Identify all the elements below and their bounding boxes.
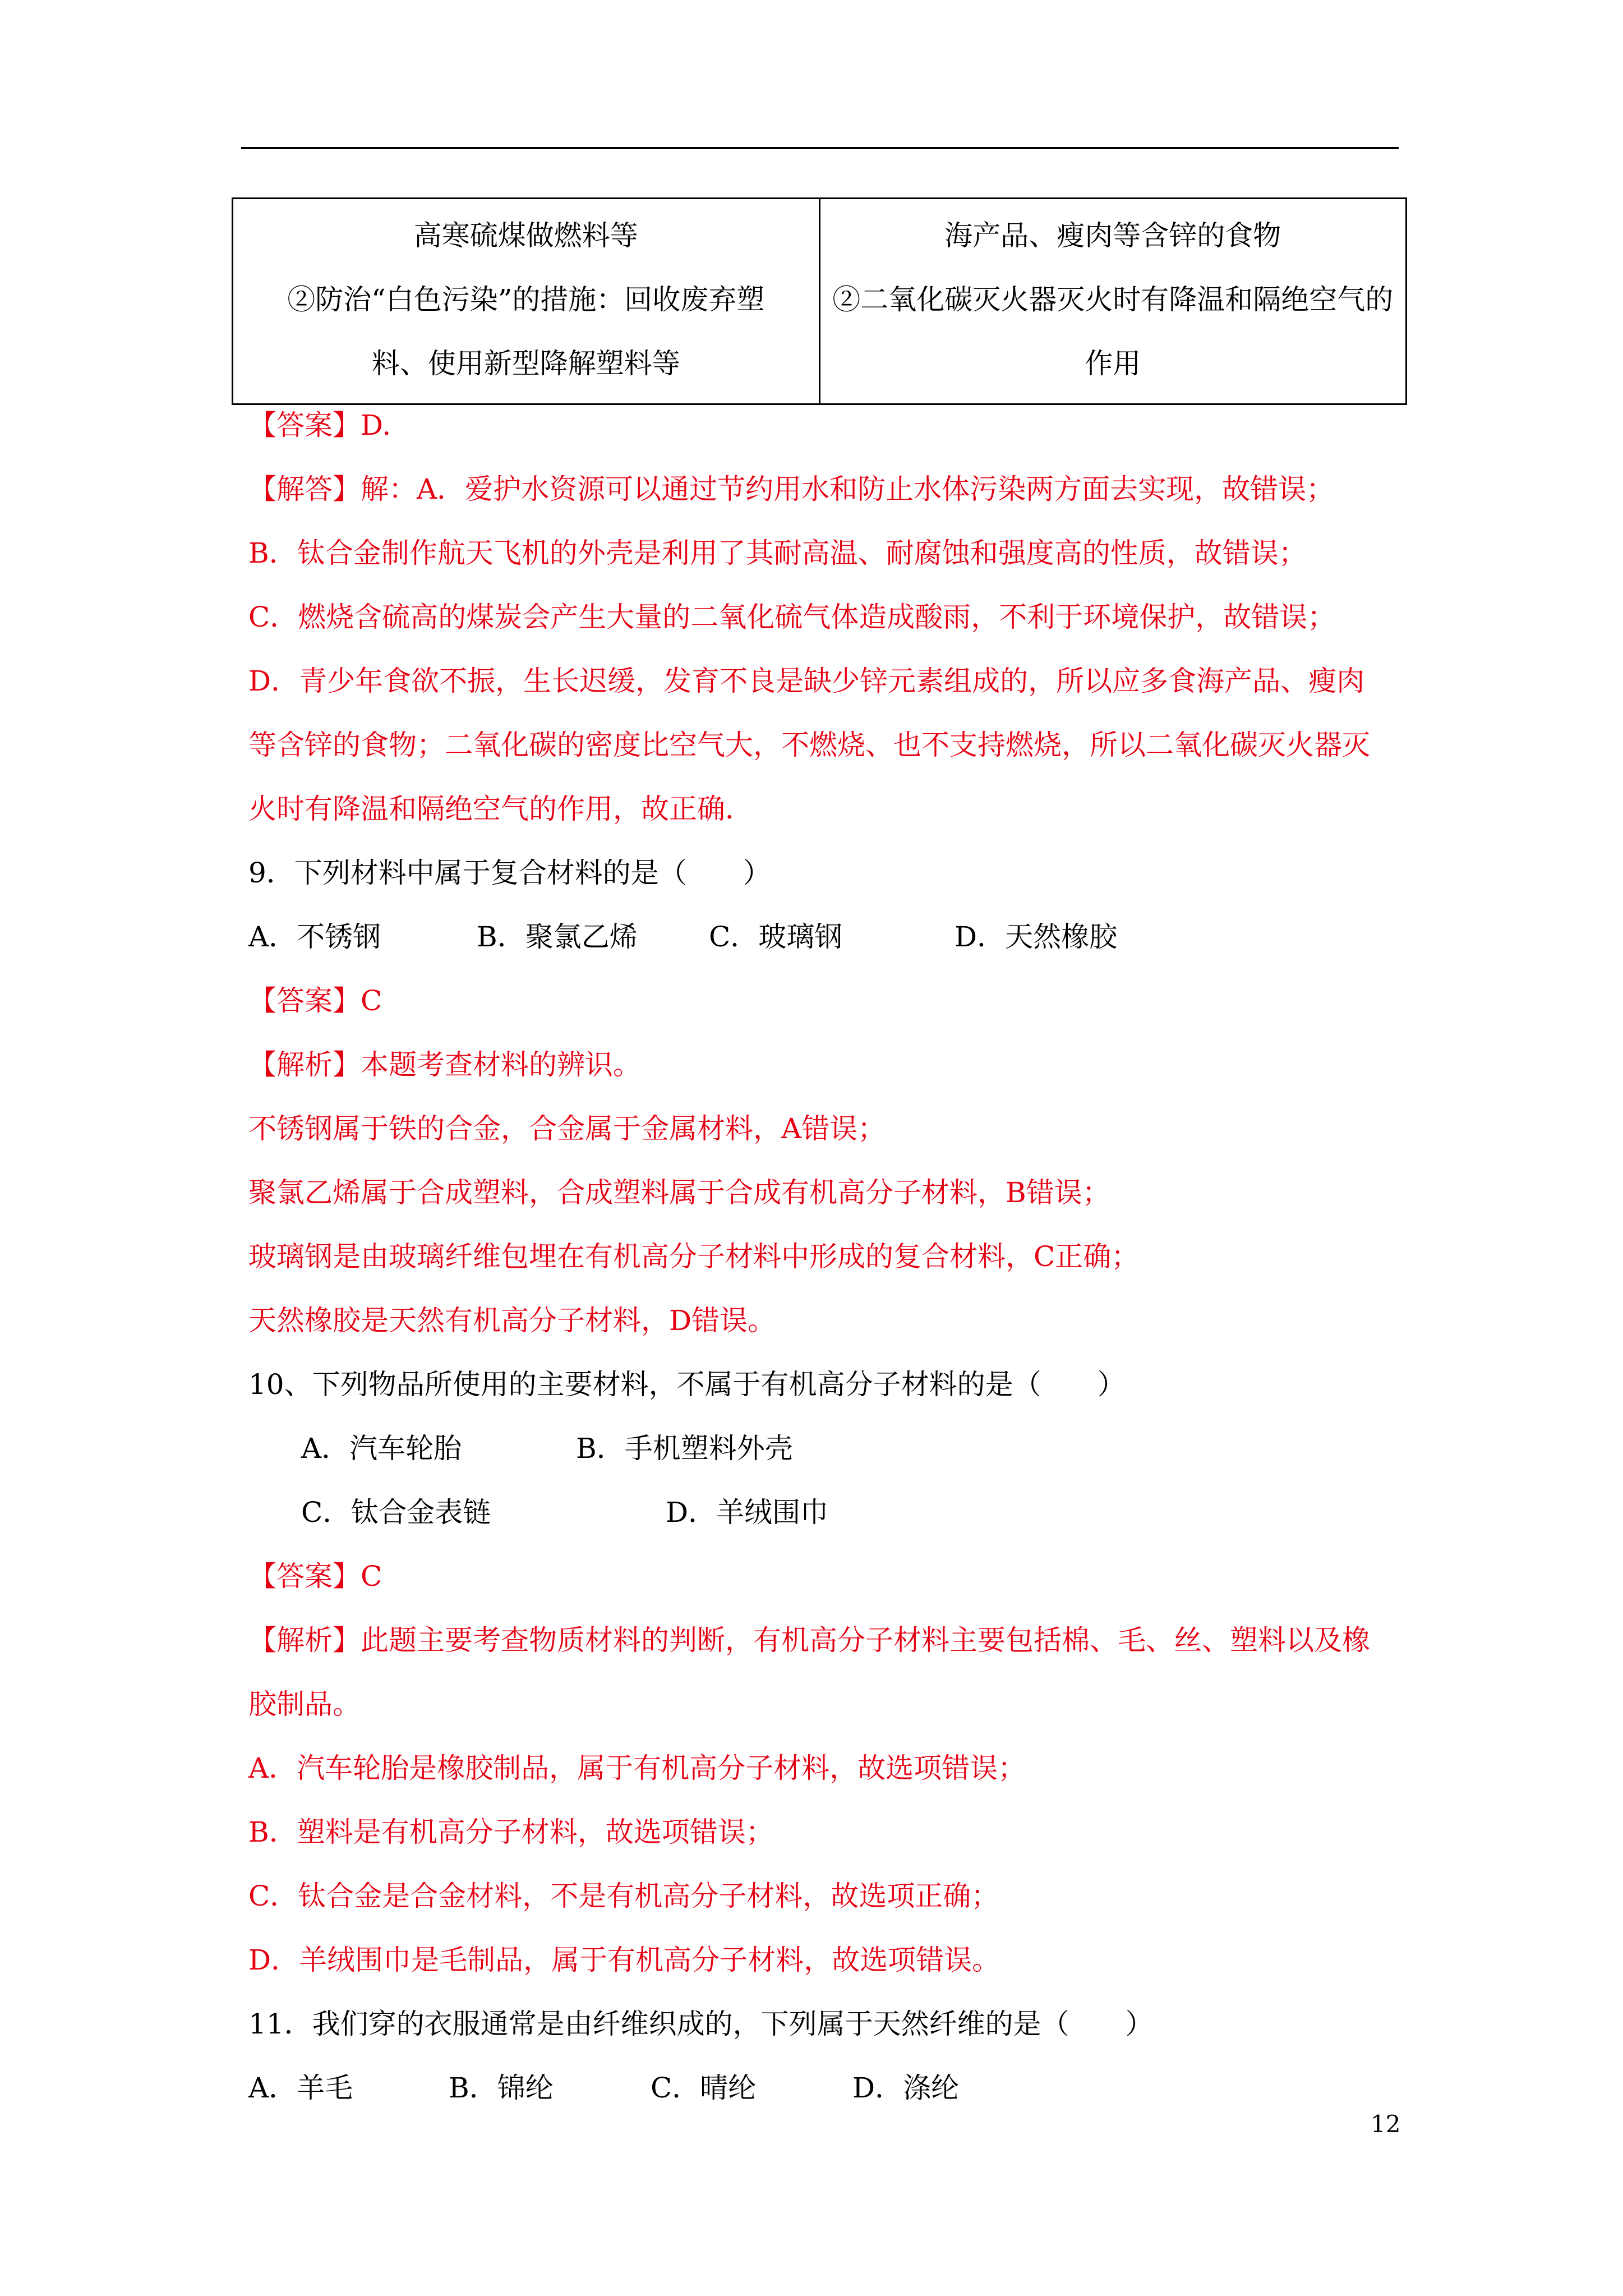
q8-solution-d1: D．青少年食欲不振，生长迟缓，发育不良是缺少锌元素组成的，所以应多食海产品、瘦肉: [248, 665, 1365, 697]
q11-option-a: A．羊毛: [248, 2072, 353, 2104]
header-rule: [241, 147, 1399, 149]
q11-option-c: C．晴纶: [651, 2072, 757, 2104]
q10-analysis: 【解析】此题主要考查物质材料的判断，有机高分子材料主要包括棉、毛、丝、塑料以及橡: [248, 1624, 1370, 1657]
q8-solution-d2: 等含锌的食物；二氧化碳的密度比空气大，不燃烧、也不支持燃烧，所以二氧化碳灭火器灭: [248, 729, 1370, 761]
table-cell-right: 海产品、瘦肉等含锌的食物 ②二氧化碳灭火器灭火时有降温和隔绝空气的 作用: [819, 199, 1407, 404]
q9-option-c: C．玻璃钢: [709, 921, 843, 953]
continued-table: [232, 197, 1407, 405]
q9-analysis-line-4: 天然橡胶是天然有机高分子材料，D错误。: [248, 1304, 776, 1337]
q10-analysis-c: C．钛合金是合金材料，不是有机高分子材料，故选项正确；: [248, 1880, 999, 1912]
q11-option-b: B．锦纶: [449, 2072, 554, 2104]
q9-analysis: 【解析】本题考查材料的辨识。: [248, 1048, 641, 1081]
q9-stem: 9．下列材料中属于复合材料的是（ ）: [248, 857, 771, 889]
q10-analysis-a: A．汽车轮胎是橡胶制品，属于有机高分子材料，故选项错误；: [248, 1752, 1026, 1784]
q9-option-d: D．天然橡胶: [955, 921, 1118, 953]
q10-option-d: D．羊绒围巾: [666, 1496, 829, 1529]
page-number: 12: [1371, 2110, 1401, 2138]
q10-option-c: C．钛合金表链: [301, 1496, 491, 1529]
q8-solution-b: B．钛合金制作航天飞机的外壳是利用了其耐高温、耐腐蚀和强度高的性质，故错误；: [248, 537, 1307, 569]
q10-option-a: A．汽车轮胎: [301, 1432, 462, 1465]
q10-analysis-d: D．羊绒围巾是毛制品，属于有机高分子材料，故选项错误。: [248, 1944, 1000, 1976]
q10-option-b: B．手机塑料外壳: [576, 1432, 793, 1465]
q10-analysis-b: B．塑料是有机高分子材料，故选项错误；: [248, 1816, 774, 1848]
q10-analysis-cont: 胶制品。: [248, 1688, 361, 1720]
q8-solution-d3: 火时有降温和隔绝空气的作用，故正确．: [248, 793, 753, 825]
q8-solution-intro: 【解答】解：A．爱护水资源可以通过节约用水和防止水体污染两方面去实现，故错误；: [248, 473, 1335, 505]
table-cell-left: 高寒硫煤做燃料等 ②防治“白色污染”的措施：回收废弃塑 料、使用新型降解塑料等: [233, 199, 820, 404]
q9-analysis-line-3: 玻璃钢是由玻璃纤维包埋在有机高分子材料中形成的复合材料，C正确；: [248, 1240, 1140, 1273]
q10-answer: 【答案】C: [248, 1560, 382, 1593]
q9-option-a: A．不锈钢: [248, 921, 381, 953]
q9-answer: 【答案】C: [248, 984, 382, 1017]
q10-stem: 10、下列物品所使用的主要材料，不属于有机高分子材料的是（ ）: [248, 1368, 1126, 1401]
q9-analysis-line-1: 不锈钢属于铁的合金，合金属于金属材料，A错误；: [248, 1112, 886, 1145]
q11-option-d: D．涤纶: [852, 2072, 960, 2104]
q11-stem: 11．我们穿的衣服通常是由纤维织成的，下列属于天然纤维的是（ ）: [248, 2008, 1154, 2040]
q8-answer: 【答案】D.: [248, 409, 391, 441]
q9-analysis-line-2: 聚氯乙烯属于合成塑料，合成塑料属于合成有机高分子材料，B错误；: [248, 1176, 1110, 1209]
q9-option-b: B．聚氯乙烯: [477, 921, 638, 953]
q8-solution-c: C．燃烧含硫高的煤炭会产生大量的二氧化硫气体造成酸雨，不利于环境保护，故错误；: [248, 601, 1336, 633]
